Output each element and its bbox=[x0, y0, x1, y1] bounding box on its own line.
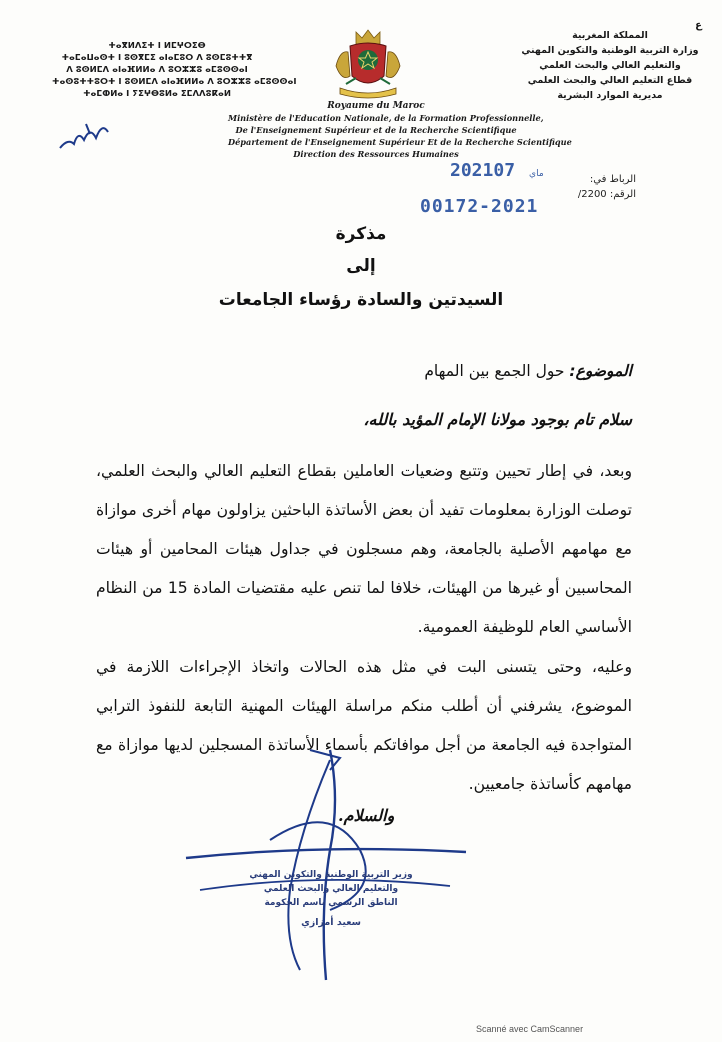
number-stamp: 00172-2021 bbox=[420, 196, 539, 217]
memo-subject bbox=[424, 362, 632, 380]
date-stamp bbox=[450, 160, 558, 181]
arabic-header-line: والتعليم العالي والبحث العلمي bbox=[539, 60, 681, 71]
memo-title: مذكرة bbox=[335, 224, 387, 244]
minister-signature bbox=[180, 740, 470, 990]
header-mark: ع bbox=[695, 20, 702, 31]
french-header-line: Royaume du Maroc bbox=[327, 101, 425, 111]
signature-stamp-line: الناطق الرسمي باسم الحكومة bbox=[264, 898, 398, 908]
french-header-line: Direction des Ressources Humaines bbox=[293, 149, 459, 159]
tifinagh-line: ⵜⴰⵙⵓⵜⵜⵓⵔⵜ ⵏ ⵓⵙⵍⵎⴷ ⴰⵏⴰⴼⵍⵍⴰ ⴷ ⵓⵔⵣⵣⵓ ⴰⵎⵓⵙⵙⴰⵏ bbox=[52, 77, 297, 87]
tifinagh-line: ⵜⴰⵎⵀⵍⴰ ⵏ ⵢⵉⵖⴱⵓⵍⴰ ⵉⵎⴷⴷⵓⴽⴰⵍ bbox=[83, 89, 231, 99]
reference-city: الرباط في: bbox=[589, 174, 636, 185]
subject-text: حول الجمع بين المهام bbox=[424, 362, 565, 380]
memo-greeting: سلام تام بوجود مولانا الإمام المؤيد بالله، bbox=[363, 410, 632, 429]
royal-emblem-icon bbox=[326, 26, 410, 102]
memo-paragraph-1: وبعد، في إطار تحيين وتتبع وضعيات العاملين بقطاع التعليم العالي والبحث العلمي، توصلت الوزارة بمعلومات تفيد أن بعض الأساتذة الباحثين يزاولون مهام أخرى موازاة مع مهامهم الأصلية بالجامعة، وهم مسجلون في جداول هيئات المحامين أو هيئات المحاسبين أو غيرها من الهيئات، خلافا لما تنص عليه مقتضيات المادة 15 من النظام الأساسي العام للوظيفة العمومية. bbox=[96, 462, 632, 636]
arabic-header-line: المملكة المغربية bbox=[572, 30, 648, 41]
header-arabic bbox=[520, 20, 702, 103]
tifinagh-line: ⴷ ⵓⵙⵍⵎⴷ ⴰⵏⴰⴼⵍⵍⴰ ⴷ ⵓⵔⵣⵣⵓ ⴰⵎⵓⵙⵙⴰⵏ bbox=[66, 65, 248, 75]
date-stamp-day: 07 bbox=[493, 160, 516, 181]
french-header-line: De l'Enseignement Supérieur et de la Recherche Scientifique bbox=[235, 125, 517, 135]
handwritten-initials bbox=[56, 118, 116, 154]
arabic-header-line: وزارة التربية الوطنية والتكوين المهني bbox=[521, 45, 699, 56]
memo-paragraph-2: وعليه، وحتى يتسنى البت في مثل هذه الحالات واتخاذ الإجراءات اللازمة في الموضوع، يشرفني أن أطلب منكم مراسلة الهيئات المهنية التابعة للنفوذ الترابي المتواجدة فيه الجامعة من أجل موافاتكم بأسماء الأساتذة المسجلين لديها موازاة مع مهامهم كأساتذة جامعيين. bbox=[96, 658, 632, 793]
memo-to: إلى bbox=[346, 256, 376, 276]
scanner-watermark: Scanné avec CamScanner bbox=[476, 1024, 584, 1034]
signature-stamp-name: سعيد أمزازي bbox=[301, 917, 361, 928]
date-stamp-month: ماي bbox=[529, 169, 544, 179]
header-tifinagh bbox=[52, 40, 297, 100]
memo-recipients: السيدتين والسادة رؤساء الجامعات bbox=[218, 290, 504, 310]
signature-stamp-line: والتعليم العالي والبحث العلمي bbox=[263, 884, 399, 894]
subject-label: الموضوع: bbox=[569, 362, 632, 380]
reference-block bbox=[578, 172, 636, 202]
french-header-line: Ministère de l'Education Nationale, de la Formation Professionnelle, bbox=[228, 113, 544, 123]
tifinagh-line: ⵜⴰⴳⵍⴷⵉⵜ ⵏ ⵍⵎⵖⵔⵉⴱ bbox=[108, 41, 206, 51]
arabic-header-line: قطاع التعليم العالي والبحث العلمي bbox=[527, 75, 693, 86]
signature-stamp bbox=[236, 868, 426, 930]
tifinagh-line: ⵜⴰⵎⴰⵡⴰⵙⵜ ⵏ ⵓⵙⴳⵎⵉ ⴰⵏⴰⵎⵓⵔ ⴷ ⵓⵙⵎⵓⵜⵜⴳ bbox=[61, 53, 253, 63]
reference-number: الرقم: 2200/ bbox=[577, 189, 636, 200]
header-french bbox=[228, 100, 572, 160]
signature-stamp-line: وزير التربية الوطنية والتكوين المهني bbox=[249, 870, 413, 880]
french-header-line: Département de l'Enseignement Supérieur Et de la Recherche Scientifique bbox=[228, 137, 572, 147]
memo-closing: والسلام. bbox=[338, 806, 395, 825]
arabic-header-line: مديرية الموارد البشرية bbox=[557, 90, 663, 101]
date-stamp-year: 2021 bbox=[450, 160, 494, 181]
